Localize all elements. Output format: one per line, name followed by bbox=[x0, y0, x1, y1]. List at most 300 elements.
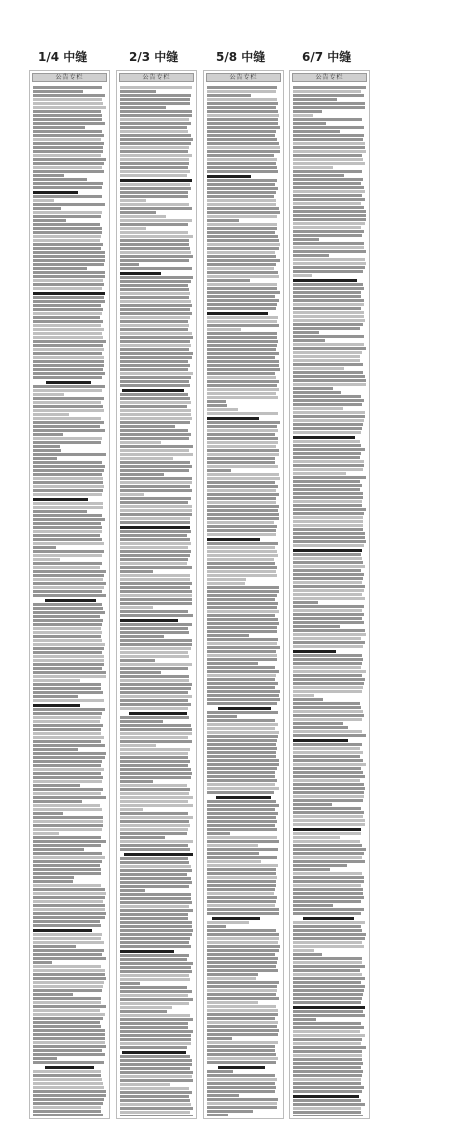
text-line bbox=[120, 215, 166, 218]
text-line bbox=[120, 1067, 190, 1070]
text-line bbox=[293, 900, 361, 903]
text-line bbox=[120, 417, 192, 420]
text-line bbox=[293, 488, 360, 491]
text-line bbox=[120, 142, 191, 145]
text-line bbox=[293, 581, 362, 584]
text-line bbox=[207, 90, 276, 93]
text-line bbox=[120, 861, 189, 864]
text-line bbox=[120, 699, 188, 702]
text-line bbox=[293, 202, 361, 205]
text-line bbox=[293, 803, 332, 806]
text-line bbox=[293, 170, 362, 173]
text-line bbox=[120, 804, 193, 807]
text-line bbox=[207, 529, 276, 532]
text-line bbox=[293, 142, 365, 145]
text-line bbox=[207, 130, 276, 133]
text-line bbox=[33, 582, 106, 585]
text-line bbox=[33, 247, 101, 250]
text-line bbox=[207, 690, 280, 693]
text-line bbox=[33, 860, 102, 863]
text-line bbox=[207, 211, 280, 214]
text-line bbox=[33, 154, 101, 157]
text-line bbox=[293, 1050, 362, 1053]
text-line bbox=[120, 1091, 192, 1094]
text-line bbox=[207, 566, 277, 569]
text-line bbox=[120, 933, 192, 936]
text-line bbox=[207, 570, 276, 573]
text-line bbox=[120, 788, 190, 791]
text-line bbox=[207, 461, 275, 464]
text-line bbox=[293, 1026, 364, 1029]
text-line bbox=[33, 872, 101, 875]
text-line bbox=[120, 344, 191, 347]
text-line bbox=[120, 316, 190, 319]
text-line bbox=[33, 251, 105, 254]
text-line bbox=[293, 158, 363, 161]
text-line bbox=[293, 1046, 366, 1049]
text-line bbox=[293, 150, 366, 153]
text-line bbox=[33, 679, 80, 682]
text-line bbox=[293, 423, 363, 426]
text-line bbox=[207, 755, 276, 758]
text-line bbox=[120, 764, 188, 767]
text-line bbox=[207, 921, 249, 924]
text-line bbox=[293, 690, 362, 693]
text-line bbox=[207, 316, 278, 319]
text-line bbox=[293, 1014, 365, 1017]
text-line bbox=[33, 1037, 105, 1040]
text-line bbox=[33, 110, 101, 113]
text-line bbox=[293, 557, 362, 560]
text-line bbox=[207, 340, 278, 343]
text-line bbox=[120, 263, 139, 266]
text-line bbox=[33, 550, 104, 553]
text-line bbox=[207, 408, 238, 411]
text-line bbox=[293, 323, 363, 326]
text-line bbox=[293, 811, 364, 814]
text-line bbox=[120, 223, 188, 226]
text-line bbox=[33, 348, 104, 351]
text-line bbox=[293, 407, 343, 410]
text-line bbox=[293, 1010, 363, 1013]
text-line bbox=[207, 973, 258, 976]
text-line bbox=[120, 1055, 190, 1058]
text-line bbox=[207, 606, 277, 609]
text-line bbox=[207, 682, 278, 685]
text-line bbox=[33, 170, 104, 173]
text-line bbox=[33, 352, 102, 355]
text-line bbox=[207, 578, 246, 581]
text-line bbox=[207, 1033, 278, 1036]
text-line bbox=[33, 924, 101, 927]
text-line bbox=[293, 355, 360, 358]
text-line bbox=[207, 650, 276, 653]
text-line bbox=[293, 779, 360, 782]
text-line bbox=[33, 908, 105, 911]
text-line bbox=[293, 658, 363, 661]
text-line bbox=[120, 364, 190, 367]
text-line bbox=[120, 150, 188, 153]
text-line bbox=[120, 477, 192, 480]
text-line bbox=[207, 1086, 276, 1089]
text-line bbox=[293, 444, 361, 447]
text-line bbox=[293, 783, 364, 786]
text-line bbox=[120, 86, 192, 89]
text-line bbox=[33, 138, 101, 141]
text-line bbox=[33, 336, 103, 339]
text-line bbox=[293, 734, 366, 737]
text-line bbox=[207, 517, 279, 520]
text-line bbox=[207, 477, 280, 480]
text-line bbox=[120, 893, 191, 896]
text-line bbox=[207, 787, 279, 790]
text-line bbox=[33, 1057, 57, 1060]
text-line bbox=[33, 1017, 103, 1020]
column-body bbox=[293, 86, 366, 1116]
text-line bbox=[207, 199, 276, 202]
text-line bbox=[120, 659, 155, 662]
text-line bbox=[293, 516, 363, 519]
text-line bbox=[293, 621, 364, 624]
text-line bbox=[293, 1062, 363, 1065]
text-line bbox=[207, 1114, 228, 1116]
text-line bbox=[207, 195, 274, 198]
text-line bbox=[120, 958, 187, 961]
text-line bbox=[33, 106, 106, 109]
text-line bbox=[33, 840, 106, 843]
text-line bbox=[207, 767, 277, 770]
text-line bbox=[33, 489, 103, 492]
text-line bbox=[207, 953, 275, 956]
text-line bbox=[33, 421, 104, 424]
text-line bbox=[293, 343, 364, 346]
text-line bbox=[293, 226, 361, 229]
text-line bbox=[33, 748, 78, 751]
text-line bbox=[207, 868, 276, 871]
text-line bbox=[207, 235, 278, 238]
text-line bbox=[120, 586, 190, 589]
notice-heading-line bbox=[293, 1095, 359, 1098]
text-line bbox=[120, 901, 192, 904]
text-line bbox=[33, 961, 52, 964]
text-line bbox=[33, 235, 101, 238]
text-line bbox=[293, 1086, 364, 1089]
text-line bbox=[293, 178, 363, 181]
text-line bbox=[207, 771, 275, 774]
text-line bbox=[207, 626, 277, 629]
text-line bbox=[33, 376, 102, 379]
text-line bbox=[293, 945, 364, 948]
text-line bbox=[293, 448, 365, 451]
text-line bbox=[120, 752, 188, 755]
text-line bbox=[120, 1103, 191, 1106]
text-line bbox=[293, 718, 362, 721]
text-line bbox=[293, 670, 366, 673]
text-line bbox=[33, 356, 104, 359]
text-line bbox=[207, 1041, 278, 1044]
text-line bbox=[33, 283, 104, 286]
text-line bbox=[207, 179, 277, 182]
column-body bbox=[207, 86, 280, 1116]
text-line bbox=[207, 360, 279, 363]
text-line bbox=[33, 372, 105, 375]
text-line bbox=[33, 1009, 100, 1012]
notice-heading-line bbox=[212, 917, 260, 920]
text-line bbox=[293, 379, 366, 382]
text-line bbox=[293, 888, 363, 891]
text-line bbox=[207, 686, 275, 689]
text-line bbox=[207, 949, 279, 952]
text-line bbox=[207, 993, 276, 996]
text-line bbox=[207, 445, 276, 448]
text-line bbox=[120, 962, 193, 965]
text-line bbox=[293, 751, 363, 754]
text-line bbox=[207, 622, 279, 625]
text-line bbox=[120, 1111, 190, 1114]
text-line bbox=[120, 453, 193, 456]
notice-heading-line bbox=[218, 1066, 265, 1069]
notice-heading-line bbox=[216, 796, 271, 799]
text-line bbox=[293, 985, 365, 988]
text-line bbox=[207, 364, 279, 367]
text-line bbox=[293, 605, 364, 608]
text-line bbox=[207, 243, 280, 246]
text-line bbox=[207, 320, 277, 323]
text-line bbox=[120, 401, 191, 404]
text-line bbox=[33, 732, 101, 735]
text-line bbox=[120, 1018, 193, 1021]
text-line bbox=[33, 655, 104, 658]
text-line bbox=[293, 585, 365, 588]
text-line bbox=[120, 824, 190, 827]
text-line bbox=[293, 815, 363, 818]
text-line bbox=[207, 489, 276, 492]
text-line bbox=[120, 170, 190, 173]
text-line bbox=[293, 230, 364, 233]
text-line bbox=[33, 1021, 100, 1024]
text-line bbox=[207, 279, 250, 282]
text-line bbox=[33, 473, 102, 476]
text-line bbox=[207, 884, 276, 887]
text-line bbox=[293, 303, 364, 306]
text-line bbox=[207, 469, 231, 472]
text-line bbox=[33, 267, 87, 270]
text-line bbox=[120, 691, 188, 694]
text-line bbox=[120, 687, 191, 690]
text-line bbox=[207, 388, 279, 391]
text-line bbox=[293, 214, 366, 217]
text-line bbox=[33, 409, 104, 412]
text-line bbox=[293, 860, 365, 863]
text-line bbox=[293, 1022, 361, 1025]
text-line bbox=[120, 716, 189, 719]
text-line bbox=[33, 969, 105, 972]
text-line bbox=[207, 126, 280, 129]
text-line bbox=[293, 166, 333, 169]
text-line bbox=[293, 262, 366, 265]
text-line bbox=[207, 614, 275, 617]
text-line bbox=[33, 724, 103, 727]
text-line bbox=[293, 174, 344, 177]
text-line bbox=[207, 1053, 276, 1056]
text-line bbox=[33, 720, 100, 723]
text-line bbox=[120, 380, 189, 383]
text-line bbox=[120, 469, 189, 472]
text-line bbox=[120, 937, 190, 940]
text-line bbox=[293, 106, 365, 109]
column-header: 公告专栏 bbox=[206, 73, 281, 82]
text-line bbox=[293, 864, 347, 867]
text-line bbox=[207, 449, 279, 452]
text-line bbox=[33, 639, 102, 642]
text-line bbox=[207, 102, 278, 105]
text-line bbox=[293, 182, 361, 185]
text-line bbox=[120, 873, 187, 876]
notice-heading-line bbox=[293, 436, 355, 439]
text-line bbox=[33, 413, 69, 416]
text-line bbox=[120, 974, 189, 977]
text-line bbox=[207, 945, 280, 948]
text-line bbox=[33, 784, 80, 787]
text-line bbox=[120, 663, 192, 666]
notice-heading-line bbox=[293, 1006, 365, 1009]
text-line bbox=[293, 937, 365, 940]
text-line bbox=[120, 800, 188, 803]
text-line bbox=[207, 162, 276, 165]
text-line bbox=[120, 990, 192, 993]
text-line bbox=[120, 122, 191, 125]
text-line bbox=[33, 465, 105, 468]
text-line bbox=[120, 760, 190, 763]
text-line bbox=[207, 747, 277, 750]
text-line bbox=[293, 633, 366, 636]
text-line bbox=[293, 375, 365, 378]
text-line bbox=[120, 126, 187, 129]
text-line bbox=[120, 905, 189, 908]
text-line bbox=[33, 896, 105, 899]
text-line bbox=[293, 536, 365, 539]
text-line bbox=[33, 627, 101, 630]
text-line bbox=[120, 183, 190, 186]
text-line bbox=[120, 643, 192, 646]
text-line bbox=[293, 969, 360, 972]
text-line bbox=[207, 425, 277, 428]
text-line bbox=[293, 678, 365, 681]
text-line bbox=[120, 695, 192, 698]
text-line bbox=[120, 493, 144, 496]
notice-heading-line bbox=[120, 526, 190, 529]
text-line bbox=[120, 1042, 191, 1045]
text-line bbox=[207, 800, 276, 803]
text-line bbox=[293, 307, 361, 310]
text-line bbox=[33, 667, 102, 670]
text-line bbox=[293, 666, 361, 669]
text-line bbox=[33, 1086, 104, 1089]
text-line bbox=[33, 542, 104, 545]
text-line bbox=[293, 468, 363, 471]
text-line bbox=[120, 106, 166, 109]
text-line bbox=[33, 308, 103, 311]
text-line bbox=[120, 187, 191, 190]
text-line bbox=[33, 401, 101, 404]
text-line bbox=[120, 1059, 192, 1062]
text-line bbox=[120, 158, 189, 161]
text-line bbox=[120, 703, 191, 706]
text-line bbox=[120, 332, 192, 335]
text-line bbox=[33, 828, 102, 831]
text-line bbox=[207, 904, 275, 907]
text-line bbox=[293, 743, 362, 746]
text-line bbox=[120, 98, 190, 101]
text-line bbox=[207, 344, 277, 347]
text-line bbox=[207, 1005, 276, 1008]
text-line bbox=[33, 158, 106, 161]
text-line bbox=[120, 1014, 190, 1017]
text-line bbox=[33, 740, 101, 743]
text-line bbox=[207, 828, 277, 831]
text-line bbox=[33, 477, 103, 480]
text-line bbox=[293, 698, 323, 701]
notice-heading-line bbox=[122, 1051, 187, 1054]
text-line bbox=[293, 791, 364, 794]
text-line bbox=[120, 614, 193, 617]
text-line bbox=[33, 1013, 105, 1016]
text-line bbox=[293, 456, 360, 459]
text-line bbox=[207, 307, 276, 310]
text-line bbox=[293, 327, 360, 330]
text-line bbox=[120, 675, 189, 678]
text-line bbox=[120, 627, 188, 630]
text-line bbox=[207, 433, 275, 436]
text-line bbox=[207, 227, 277, 230]
text-line bbox=[293, 848, 366, 851]
text-line bbox=[120, 368, 188, 371]
text-line bbox=[207, 977, 256, 980]
text-line bbox=[207, 856, 277, 859]
text-line bbox=[33, 792, 101, 795]
text-line bbox=[293, 134, 364, 137]
text-line bbox=[207, 384, 277, 387]
text-line bbox=[120, 812, 188, 815]
text-line bbox=[120, 110, 192, 113]
text-line bbox=[33, 772, 101, 775]
text-line bbox=[33, 316, 100, 319]
text-line bbox=[207, 989, 277, 992]
text-line bbox=[207, 170, 278, 173]
text-line bbox=[207, 110, 278, 113]
text-line bbox=[207, 715, 237, 718]
text-line bbox=[33, 623, 102, 626]
text-line bbox=[207, 368, 280, 371]
text-line bbox=[293, 726, 348, 729]
text-line bbox=[120, 94, 191, 97]
text-line bbox=[207, 836, 277, 839]
text-line bbox=[120, 982, 140, 985]
text-line bbox=[207, 997, 279, 1000]
text-line bbox=[293, 98, 337, 101]
text-line bbox=[120, 348, 189, 351]
text-line bbox=[293, 981, 361, 984]
text-line bbox=[33, 554, 102, 557]
text-line bbox=[33, 328, 104, 331]
text-line bbox=[207, 239, 279, 242]
text-line bbox=[33, 312, 102, 315]
text-line bbox=[293, 795, 364, 798]
text-line bbox=[33, 223, 100, 226]
notice-heading-line bbox=[45, 1066, 94, 1069]
notice-heading-line bbox=[293, 828, 361, 831]
text-line bbox=[207, 231, 275, 234]
